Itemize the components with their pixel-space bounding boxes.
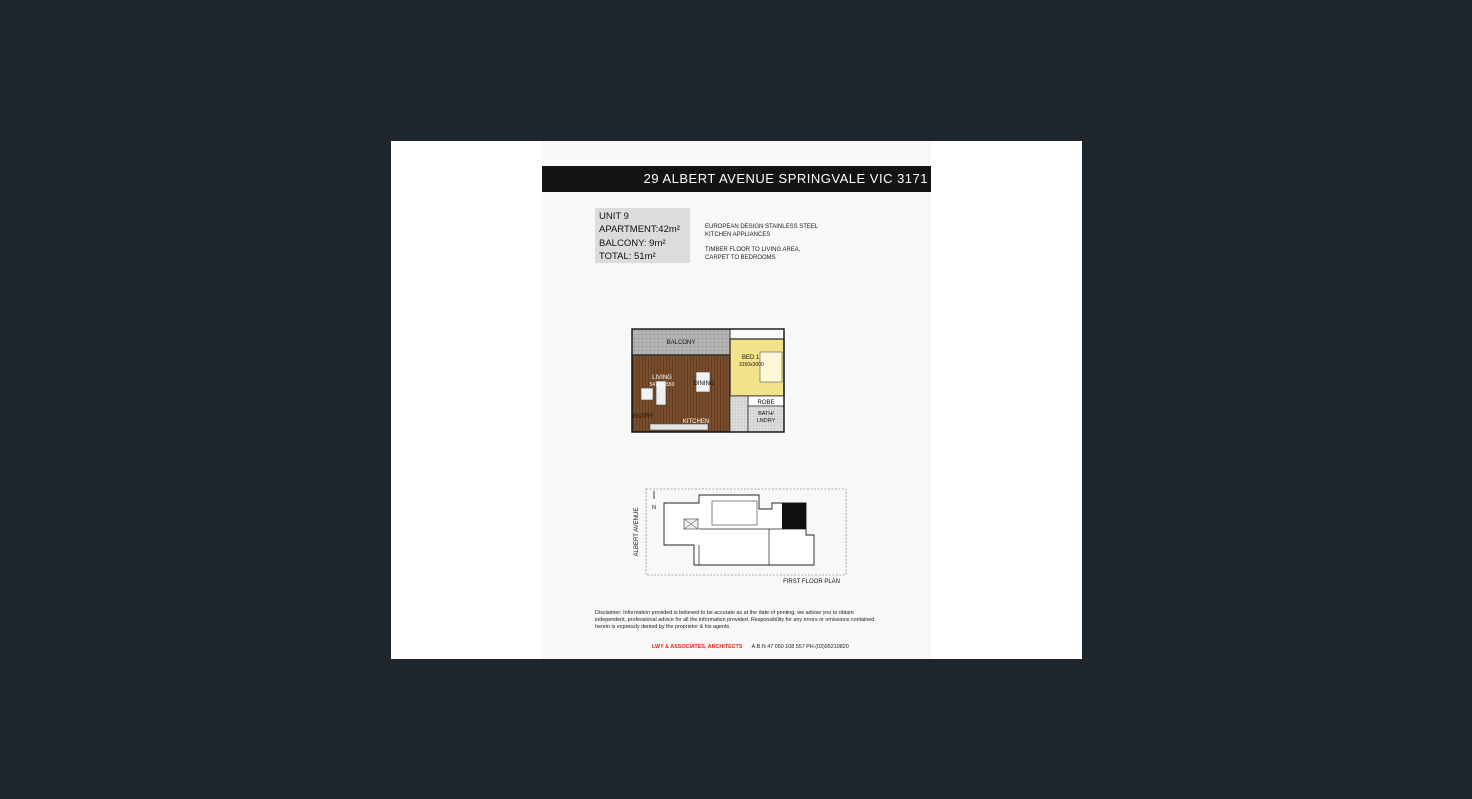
floor-spec — [705, 247, 855, 262]
robe-label: ROBE — [757, 400, 775, 406]
living-dims-label: 5470x4550 — [649, 382, 675, 388]
apartment-floor-plan — [630, 326, 830, 436]
street-label: ALBERT AVENUE — [634, 507, 640, 557]
living-label: LIVING — [652, 375, 672, 381]
site-floor-plan — [624, 485, 854, 595]
page-title: 29 ALBERT AVENUE SPRINGVALE VIC 3171 — [542, 166, 931, 192]
kitchen-spec-line: KITCHEN APPLIANCES — [705, 231, 771, 238]
disclaimer-text: Disclaimer: Information provided is believed to be accurate as at the date of printing, we advise you to obtain independent, professional advice for all the information provided. Responsibility for any errors or omissions contained herein is expressly denied by the proprietor & his agents. — [595, 610, 875, 630]
unit-number: UNIT 9 — [599, 211, 629, 222]
highlighted-unit-shape — [782, 503, 806, 529]
entry-label: ENTRY — [633, 414, 654, 420]
architect-firm: LWY & ASSOCIATES, ARCHITECTS — [652, 644, 743, 650]
floor-spec-line: CARPET TO BEDROOMS — [705, 254, 776, 261]
site-plan-caption: FIRST FLOOR PLAN — [783, 579, 840, 585]
unit-summary-box — [595, 208, 690, 263]
laundry-label: LNDRY — [756, 418, 776, 424]
kitchen-spec-line: EUROPEAN DESIGN STAINLESS STEEL — [705, 224, 819, 230]
north-label: N — [652, 505, 656, 511]
balcony-area: BALCONY: 9m² — [599, 237, 666, 249]
bath-shape — [730, 396, 748, 432]
abn-phone: A.B.N 47 050 108 557 PH.(03)95210820 — [751, 644, 849, 650]
total-area: TOTAL: 51m² — [599, 250, 656, 262]
kitchen-label: KITCHEN — [682, 419, 710, 425]
floor-plan-image — [391, 141, 1082, 659]
coffee-table-shape — [641, 388, 653, 400]
brochure-sheet — [542, 141, 931, 659]
floor-spec-line: TIMBER FLOOR TO LIVING AREA, — [705, 247, 801, 253]
footer — [652, 644, 912, 650]
bath-label: BATH/ — [758, 411, 774, 417]
bed-label: BED 1 — [742, 355, 760, 361]
dining-label: DINING — [693, 381, 715, 387]
kitchen-spec — [705, 224, 855, 239]
bed-dims-label: 3150x3000 — [739, 362, 764, 368]
apartment-area: APARTMENT:42m² — [599, 224, 680, 236]
balcony-label: BALCONY — [666, 340, 696, 346]
